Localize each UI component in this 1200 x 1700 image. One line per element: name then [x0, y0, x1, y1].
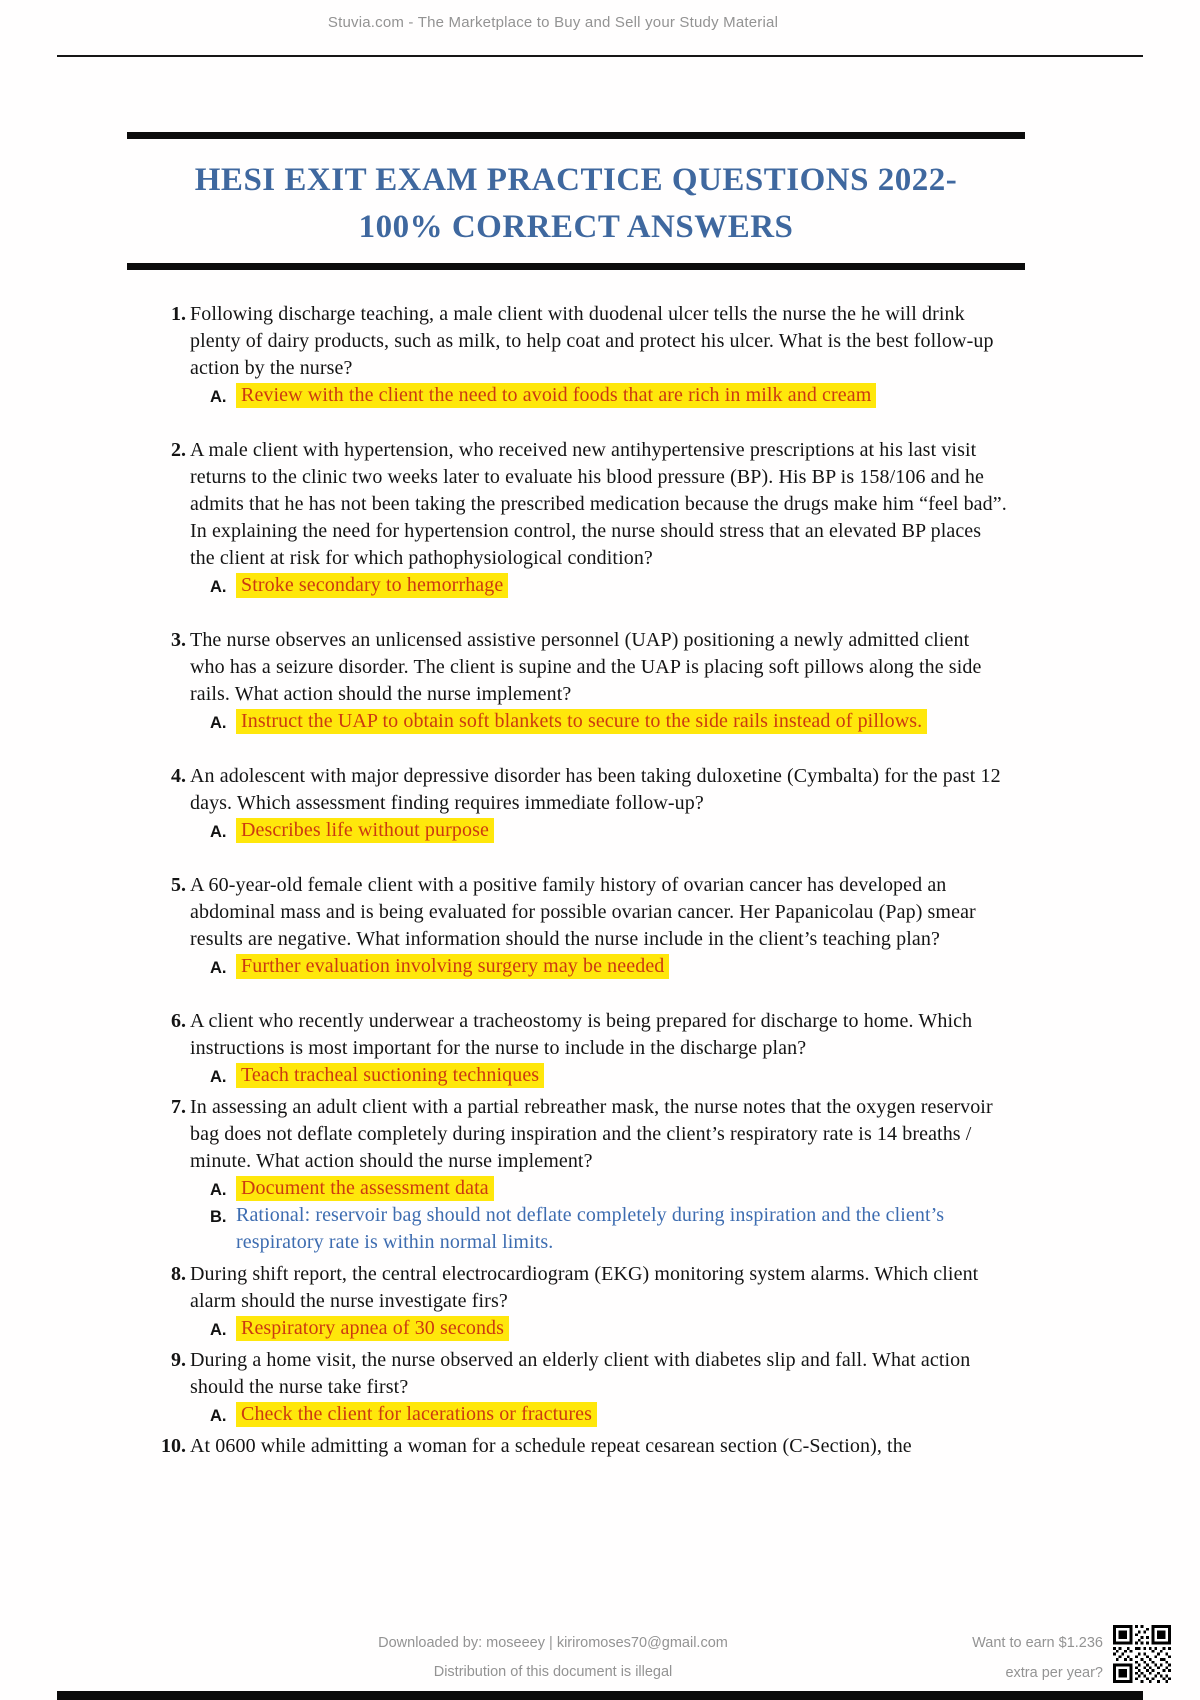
question-number: 6.	[171, 1010, 186, 1032]
option-answer-text: Check the client for lacerations or fractures	[236, 1402, 597, 1427]
option-label: A.	[210, 1068, 227, 1086]
option-answer-text: Review with the client the need to avoid foods that are rich in milk and cream	[236, 383, 876, 408]
option-label: A.	[210, 823, 227, 841]
question-item	[168, 872, 1008, 980]
earn-note	[972, 1628, 1103, 1688]
title-block	[127, 132, 1025, 270]
question-item	[168, 301, 1008, 409]
earn-note-line2: extra per year?	[1005, 1665, 1103, 1681]
question-number: 3.	[171, 629, 186, 651]
option-label: A.	[210, 388, 227, 406]
site-header-text: Stuvia.com - The Marketplace to Buy and Sell your Study Material	[327, 14, 779, 31]
answer-option	[190, 572, 1008, 599]
question-item	[168, 627, 1008, 735]
question-text: Following discharge teaching, a male client with duodenal ulcer tells the nurse the he will drink plenty of dairy products, such as milk, to help coat and protect his ulcer. What is the best follow-up action by the nurse?	[190, 303, 994, 379]
answer-option	[190, 708, 1008, 735]
option-answer-text: Instruct the UAP to obtain soft blankets to secure to the side rails instead of pillows.	[236, 709, 927, 734]
option-label: A.	[210, 1321, 227, 1339]
question-text: An adolescent with major depressive disorder has been taking duloxetine (Cymbalta) for the past 12 days. Which assessment finding requires immediate follow-up?	[190, 765, 1001, 814]
question-item	[161, 1433, 1008, 1460]
question-text: In assessing an adult client with a partial rebreather mask, the nurse notes that the oxygen reservoir bag does not deflate completely during inspiration and the client’s respiratory rate is 14 breaths / minute. What action should the nurse implement?	[190, 1096, 993, 1172]
option-rationale-text: Rational: reservoir bag should not deflate completely during inspiration and the client’s respiratory rate is within normal limits.	[236, 1204, 945, 1253]
header-divider	[57, 55, 1143, 57]
question-item	[168, 763, 1008, 844]
option-answer-text: Respiratory apnea of 30 seconds	[236, 1316, 509, 1341]
question-text: A male client with hypertension, who received new antihypertensive prescriptions at his last visit returns to the clinic two weeks later to evaluate his blood pressure (BP). His BP is 158/106 and he admits that he has not been taking the prescribed medication because the drugs make him “feel bad”. In explaining the need for hypertension control, the nurse should stress that an elevated BP places the client at risk for which pathophysiological condition?	[190, 439, 1007, 569]
answer-option	[190, 1202, 1008, 1256]
option-answer-text: Describes life without purpose	[236, 818, 494, 843]
question-number: 5.	[171, 874, 186, 896]
option-label: A.	[210, 714, 227, 732]
question-item	[168, 437, 1008, 599]
question-text: During shift report, the central electrocardiogram (EKG) monitoring system alarms. Which client alarm should the nurse investigate firs?	[190, 1263, 979, 1312]
answer-option	[190, 953, 1008, 980]
option-label: A.	[210, 1181, 227, 1199]
question-item	[168, 1261, 1008, 1342]
answer-option	[190, 1401, 1008, 1428]
question-item	[168, 1347, 1008, 1428]
option-answer-text: Further evaluation involving surgery may be needed	[236, 954, 669, 979]
question-item	[168, 1094, 1008, 1256]
qr-code	[1113, 1625, 1171, 1683]
option-label: A.	[210, 1407, 227, 1425]
question-number: 8.	[171, 1263, 186, 1285]
question-text: At 0600 while admitting a woman for a schedule repeat cesarean section (C-Section), the	[190, 1435, 912, 1457]
question-number: 2.	[171, 439, 186, 461]
question-text: A 60-year-old female client with a positive family history of ovarian cancer has developed an abdominal mass and is being evaluated for possible ovarian cancer. Her Papanicolau (Pap) smear results are negative. What information should the nurse include in the client’s teaching plan?	[190, 874, 976, 950]
downloaded-by-text: Downloaded by: moseeey | kiriromoses70@gmail.com	[378, 1635, 728, 1651]
question-text: During a home visit, the nurse observed an elderly client with diabetes slip and fall. What action should the nurse take first?	[190, 1349, 971, 1398]
distribution-warning-text: Distribution of this document is illegal	[433, 1664, 673, 1680]
answer-option	[190, 1315, 1008, 1342]
option-answer-text: Stroke secondary to hemorrhage	[236, 573, 508, 598]
question-text: The nurse observes an unlicensed assistive personnel (UAP) positioning a newly admitted client who has a seizure disorder. The client is supine and the UAP is placing soft pillows along the side rails. What action should the nurse implement?	[190, 629, 982, 705]
answer-option	[190, 1062, 1008, 1089]
question-list	[161, 301, 1008, 1460]
question-text: A client who recently underwear a tracheostomy is being prepared for discharge to home. Which instructions is most important for the nurse to include in the discharge plan?	[190, 1010, 973, 1059]
document-title-line2: 100% CORRECT ANSWERS	[358, 209, 794, 245]
question-number: 1.	[171, 303, 186, 325]
option-answer-text: Document the assessment data	[236, 1176, 494, 1201]
question-number: 9.	[171, 1349, 186, 1371]
question-number: 7.	[171, 1096, 186, 1118]
question-number: 10.	[161, 1435, 186, 1457]
bottom-page-bar	[57, 1691, 1143, 1700]
answer-option	[190, 382, 1008, 409]
option-label: B.	[210, 1208, 227, 1226]
answer-option	[190, 1175, 1008, 1202]
footer-center	[0, 1629, 1106, 1687]
option-label: A.	[210, 959, 227, 977]
question-number: 4.	[171, 765, 186, 787]
option-answer-text: Teach tracheal suctioning techniques	[236, 1063, 544, 1088]
option-label: A.	[210, 578, 227, 596]
question-item	[168, 1008, 1008, 1089]
answer-option	[190, 817, 1008, 844]
document-title-line1: HESI EXIT EXAM PRACTICE QUESTIONS 2022-	[194, 162, 958, 198]
earn-note-line1: Want to earn $1.236	[972, 1635, 1103, 1651]
